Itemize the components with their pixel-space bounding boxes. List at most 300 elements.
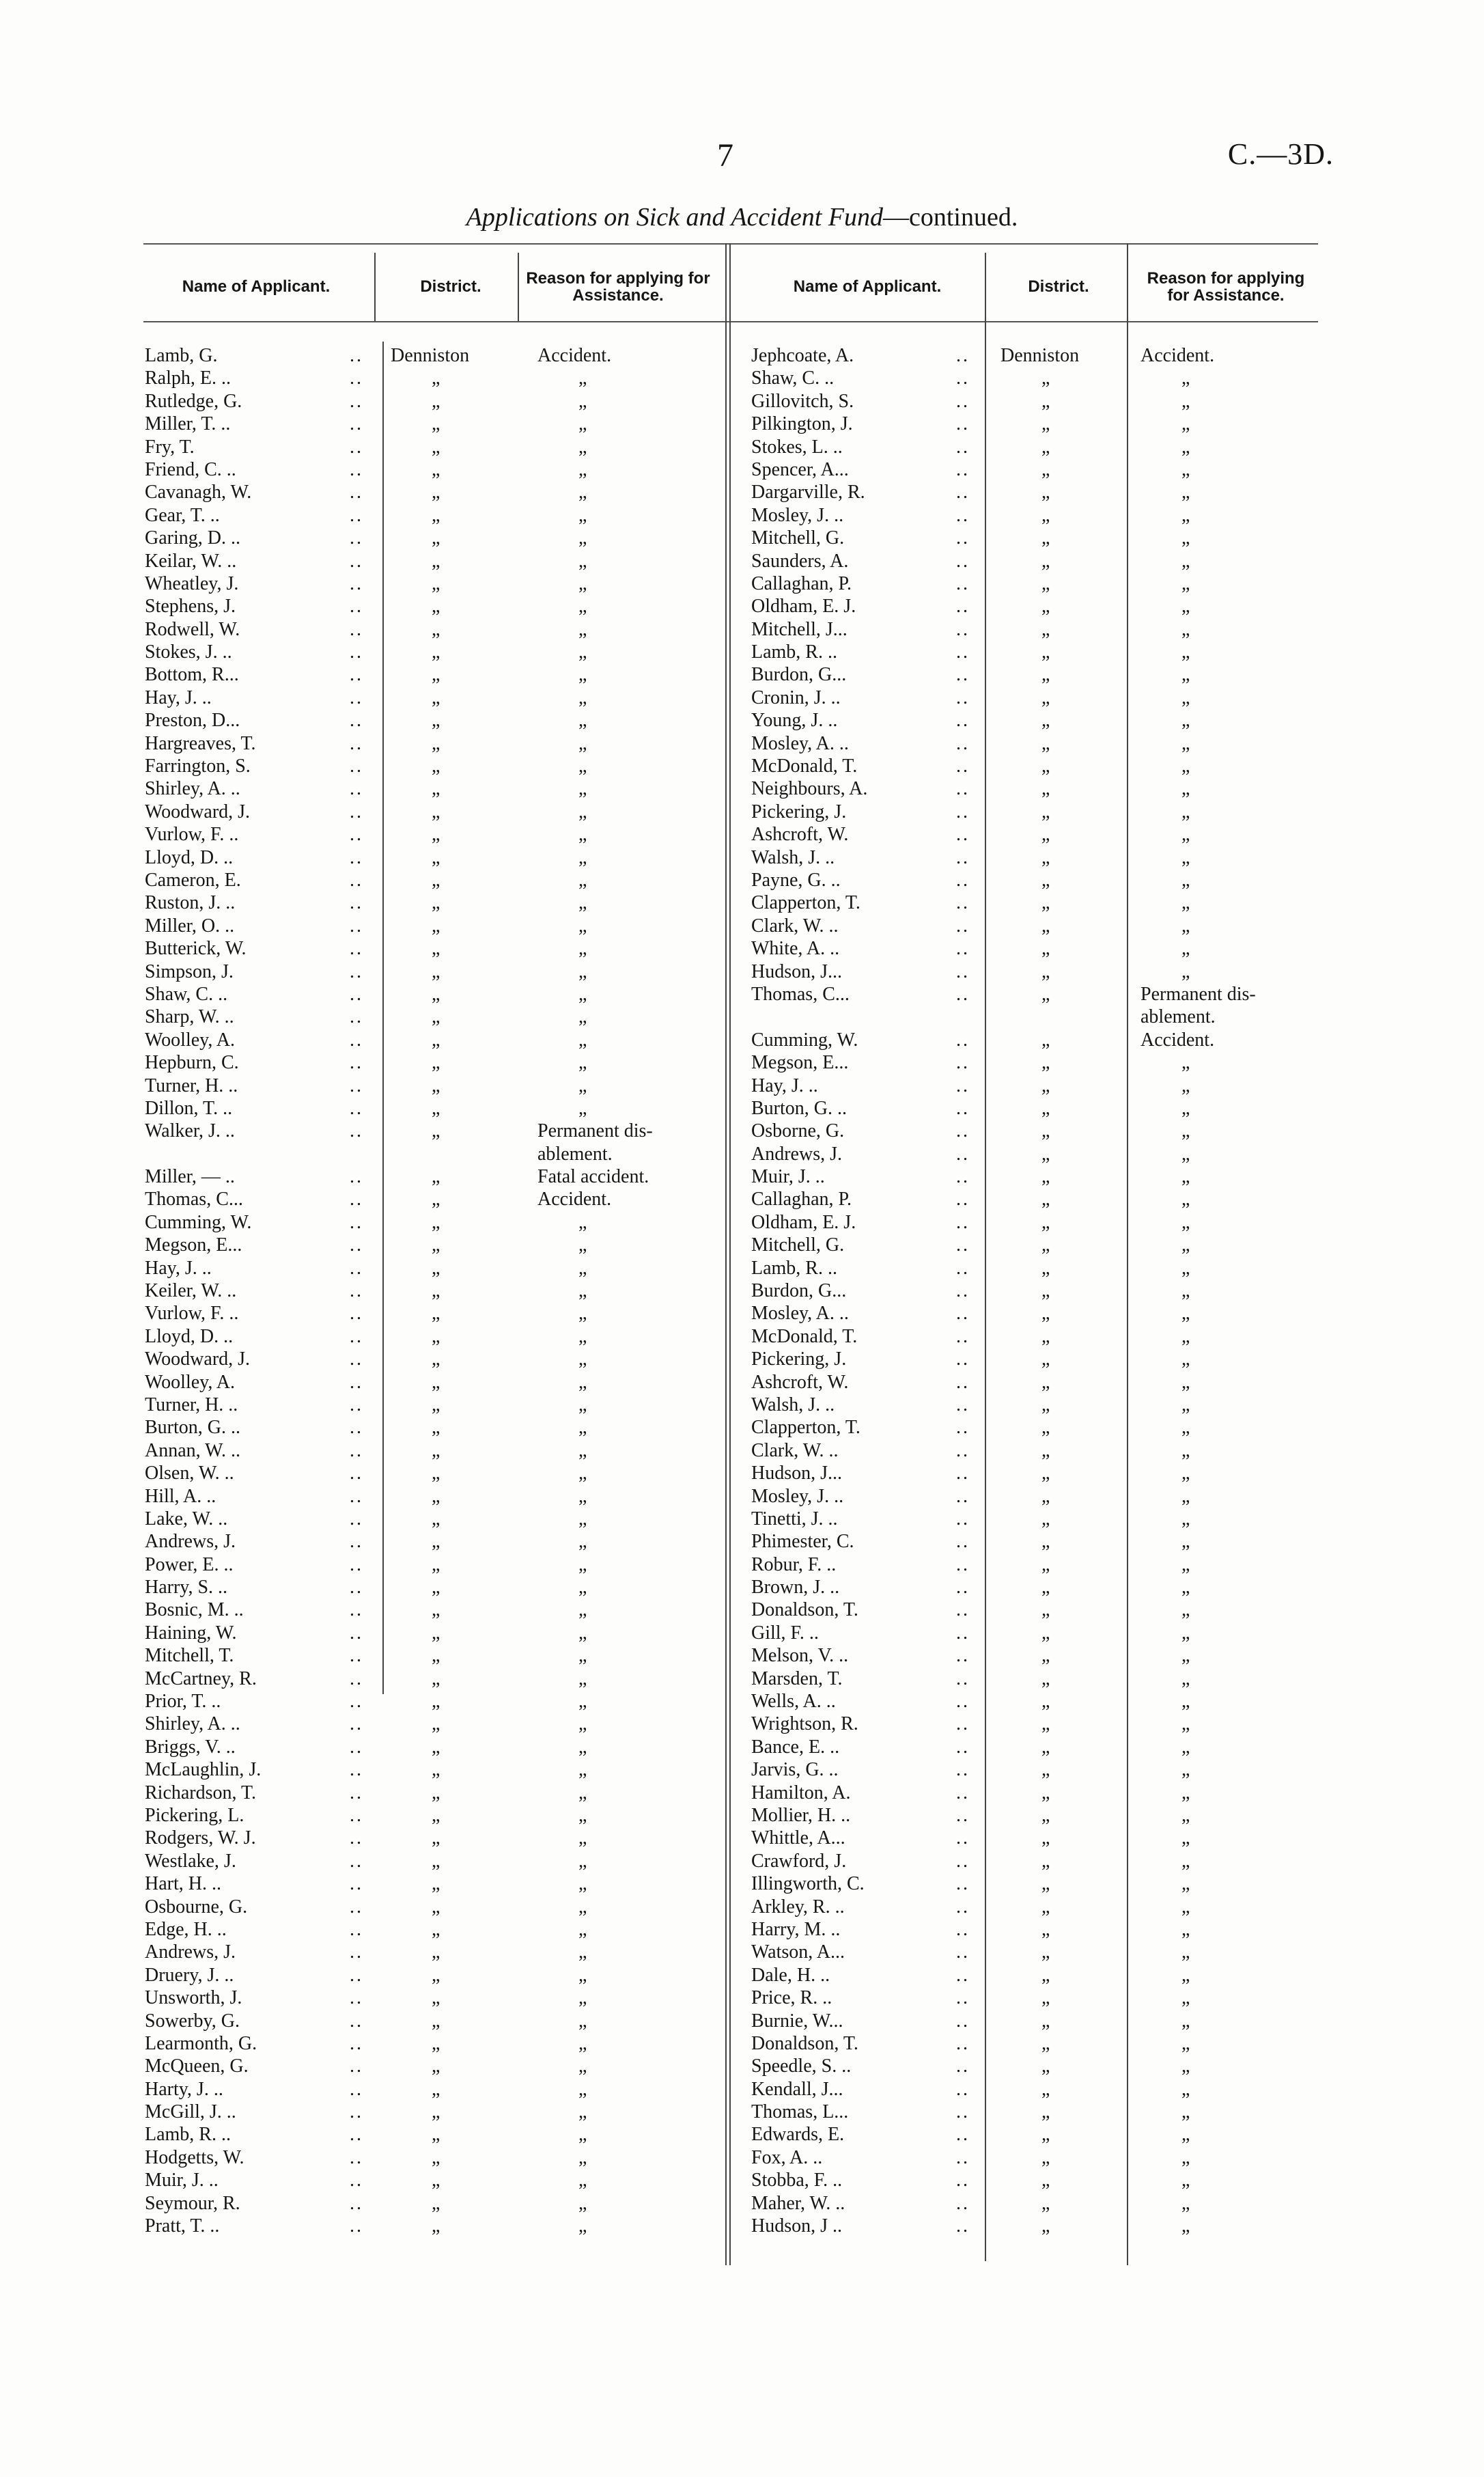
- leader-dots: ..: [956, 1348, 970, 1370]
- leader-dots: ..: [350, 413, 363, 435]
- district-cell: „: [432, 1257, 440, 1279]
- reason-cell: „: [1181, 504, 1190, 526]
- leader-dots: ..: [350, 368, 363, 389]
- district-cell: „: [432, 846, 440, 868]
- reason-cell: „: [578, 778, 587, 800]
- applicant-name: Brown, J. ..: [751, 1577, 840, 1599]
- district-cell: „: [432, 1553, 440, 1575]
- applicant-name: Mitchell, G.: [751, 1234, 845, 1256]
- reason-cell: „: [578, 1257, 587, 1279]
- district-cell: „: [1041, 2032, 1050, 2054]
- applicant-name: McGill, J. ..: [145, 2101, 236, 2123]
- district-cell: „: [1041, 915, 1050, 937]
- district-cell: „: [1041, 2010, 1050, 2032]
- district-cell: „: [1041, 482, 1050, 503]
- applicant-name: Cavanagh, W.: [145, 482, 252, 503]
- applicant-name: Miller, — ..: [145, 1166, 235, 1188]
- district-cell: „: [432, 2056, 440, 2077]
- leader-dots: ..: [956, 1713, 970, 1735]
- applicant-name: Shaw, C. ..: [145, 983, 228, 1005]
- reason-cell: „: [1181, 1257, 1190, 1279]
- column-divider: [374, 253, 376, 321]
- district-cell: „: [1041, 1439, 1050, 1461]
- reason-cell: „: [1181, 527, 1190, 549]
- reason-cell: „: [578, 2170, 587, 2191]
- reason-cell: „: [578, 1439, 587, 1461]
- applicant-name: Woodward, J.: [145, 801, 251, 822]
- reason-cell: „: [578, 687, 587, 708]
- reason-cell: „: [1181, 756, 1190, 777]
- leader-dots: ..: [350, 1736, 363, 1758]
- applicant-name: Muir, J. ..: [751, 1166, 825, 1188]
- applicant-name: Gillovitch, S.: [751, 390, 854, 412]
- reason-cell: „: [1181, 892, 1190, 914]
- leader-dots: ..: [956, 436, 970, 458]
- leader-dots: ..: [350, 710, 363, 732]
- district-cell: „: [1041, 1759, 1050, 1781]
- applicant-name: Clapperton, T.: [751, 892, 860, 914]
- applicant-name: Melson, V. ..: [751, 1645, 849, 1667]
- applicant-name: Walsh, J. ..: [751, 1394, 835, 1415]
- leader-dots: ..: [350, 938, 363, 960]
- district-cell: „: [432, 2078, 440, 2100]
- reason-cell: Fatal accident.: [537, 1166, 649, 1188]
- reason-cell: „: [1181, 1075, 1190, 1096]
- district-cell: „: [432, 1371, 440, 1393]
- district-cell: „: [432, 1827, 440, 1849]
- leader-dots: ..: [350, 1964, 363, 1986]
- reason-cell: „: [578, 1211, 587, 1233]
- reason-cell: „: [578, 436, 587, 458]
- leader-dots: ..: [350, 2146, 363, 2168]
- leader-dots: ..: [956, 1166, 970, 1188]
- district-cell: „: [1041, 1189, 1050, 1210]
- district-cell: „: [432, 1029, 440, 1051]
- reason-cell: „: [578, 618, 587, 640]
- reason-cell: „: [578, 1645, 587, 1667]
- applicant-name: Briggs, V. ..: [145, 1736, 236, 1758]
- district-cell: „: [432, 1166, 440, 1188]
- leader-dots: ..: [350, 550, 363, 572]
- district-cell: „: [432, 1508, 440, 1530]
- district-cell: „: [1041, 1873, 1050, 1895]
- district-cell: „: [1041, 1805, 1050, 1826]
- leader-dots: ..: [956, 641, 970, 663]
- district-cell: „: [1041, 1166, 1050, 1188]
- reason-cell: „: [1181, 1485, 1190, 1507]
- reason-cell: „: [1181, 710, 1190, 732]
- reason-cell: „: [1181, 1120, 1190, 1142]
- leader-dots: ..: [956, 1325, 970, 1347]
- district-cell: „: [1041, 1918, 1050, 1940]
- reason-cell: „: [1181, 572, 1190, 594]
- applicant-name: Osbourne, G.: [145, 1896, 248, 1918]
- applicant-name: Clark, W. ..: [751, 1439, 839, 1461]
- district-cell: „: [432, 2215, 440, 2237]
- leader-dots: ..: [956, 1941, 970, 1963]
- leader-dots: ..: [350, 824, 363, 846]
- applicant-name: Hudson, J...: [751, 960, 843, 982]
- reason-cell: „: [578, 1303, 587, 1325]
- district-cell: „: [432, 1280, 440, 1302]
- leader-dots: ..: [956, 1120, 970, 1142]
- district-cell: „: [1041, 1850, 1050, 1872]
- reason-cell: „: [578, 1896, 587, 1918]
- column-divider: [1127, 243, 1128, 2265]
- applicant-name: Shirley, A. ..: [145, 1713, 240, 1735]
- leader-dots: ..: [956, 1189, 970, 1210]
- district-cell: „: [1041, 1052, 1050, 1074]
- district-cell: „: [1041, 1097, 1050, 1119]
- applicant-name: Dale, H. ..: [751, 1964, 830, 1986]
- reason-cell: „: [1181, 801, 1190, 822]
- reason-cell: „: [578, 915, 587, 937]
- applicant-name: Woodward, J.: [145, 1348, 251, 1370]
- leader-dots: ..: [956, 960, 970, 982]
- district-cell: „: [1041, 1325, 1050, 1347]
- leader-dots: ..: [956, 1143, 970, 1165]
- reason-cell: Accident.: [1140, 1029, 1215, 1051]
- left-name-header: Name of Applicant.: [182, 277, 331, 296]
- leader-dots: ..: [350, 1166, 363, 1188]
- reason-cell: „: [1181, 1143, 1190, 1165]
- header-rule-top: [143, 243, 1318, 245]
- district-cell: „: [1041, 550, 1050, 572]
- applicant-name: Bance, E. ..: [751, 1736, 840, 1758]
- reason-cell: „: [578, 1348, 587, 1370]
- district-cell: „: [432, 1599, 440, 1621]
- leader-dots: ..: [350, 1782, 363, 1803]
- leader-dots: ..: [956, 687, 970, 708]
- applicant-name: Phimester, C.: [751, 1531, 854, 1553]
- applicant-name: Gear, T. ..: [145, 504, 220, 526]
- applicant-name: Spencer, A...: [751, 458, 849, 480]
- leader-dots: ..: [350, 1918, 363, 1940]
- column-divider: [382, 342, 384, 1694]
- applicant-name: Druery, J. ..: [145, 1964, 234, 1986]
- applicant-name: Mosley, J. ..: [751, 1485, 844, 1507]
- district-cell: „: [1041, 1577, 1050, 1599]
- leader-dots: ..: [956, 1987, 970, 2009]
- district-cell: „: [1041, 710, 1050, 732]
- leader-dots: ..: [956, 983, 970, 1005]
- applicant-name: Osborne, G.: [751, 1120, 845, 1142]
- reason-cell: „: [1181, 1941, 1190, 1963]
- leader-dots: ..: [350, 915, 363, 937]
- applicant-name: McDonald, T.: [751, 1325, 858, 1347]
- applicant-name: Illingworth, C.: [751, 1873, 865, 1895]
- applicant-name: Whittle, A...: [751, 1827, 845, 1849]
- leader-dots: ..: [956, 1303, 970, 1325]
- leader-dots: ..: [956, 1234, 970, 1256]
- applicant-name: Pickering, J.: [751, 801, 847, 822]
- reason-cell: „: [1181, 436, 1190, 458]
- applicant-name: Pilkington, J.: [751, 413, 853, 435]
- reason-cell: „: [1181, 915, 1190, 937]
- applicant-name: Seymour, R.: [145, 2192, 240, 2214]
- leader-dots: ..: [350, 390, 363, 412]
- leader-dots: ..: [350, 1645, 363, 1667]
- district-cell: „: [1041, 1463, 1050, 1484]
- reason-cell: „: [1181, 1987, 1190, 2009]
- district-cell: „: [432, 1052, 440, 1074]
- district-cell: „: [432, 960, 440, 982]
- district-cell: „: [432, 618, 440, 640]
- reason-cell: „: [1181, 1303, 1190, 1325]
- reason-cell: ablement.: [537, 1143, 613, 1165]
- applicant-name: Hudson, J...: [751, 1463, 843, 1484]
- district-cell: „: [1041, 1120, 1050, 1142]
- leader-dots: ..: [956, 2101, 970, 2123]
- applicant-name: Young, J. ..: [751, 710, 838, 732]
- district-cell: „: [1041, 1075, 1050, 1096]
- leader-dots: ..: [350, 1325, 363, 1347]
- district-cell: „: [432, 2170, 440, 2191]
- center-divider: [729, 243, 731, 2265]
- leader-dots: ..: [956, 2124, 970, 2146]
- reason-cell: „: [578, 458, 587, 480]
- leader-dots: ..: [350, 1508, 363, 1530]
- district-cell: „: [432, 687, 440, 708]
- district-cell: „: [1041, 1964, 1050, 1986]
- district-cell: „: [432, 2192, 440, 2214]
- district-cell: „: [432, 869, 440, 891]
- applicant-name: Burdon, G...: [751, 664, 847, 686]
- reason-cell: „: [1181, 1052, 1190, 1074]
- leader-dots: ..: [956, 732, 970, 754]
- reason-cell: „: [578, 1759, 587, 1781]
- applicant-name: Andrews, J.: [751, 1143, 842, 1165]
- leader-dots: ..: [350, 2215, 363, 2237]
- reason-cell: „: [578, 2146, 587, 2168]
- district-cell: „: [1041, 2101, 1050, 2123]
- district-cell: „: [432, 368, 440, 389]
- reason-cell: „: [1181, 596, 1190, 618]
- leader-dots: ..: [956, 2170, 970, 2191]
- reason-cell: „: [578, 1873, 587, 1895]
- district-cell: „: [432, 1075, 440, 1096]
- leader-dots: ..: [956, 1827, 970, 1849]
- title-main: Applications on Sick and Accident Fund: [466, 203, 883, 232]
- leader-dots: ..: [350, 846, 363, 868]
- reason-cell: „: [1181, 1280, 1190, 1302]
- district-cell: „: [1041, 1417, 1050, 1439]
- applicant-name: Mitchell, J...: [751, 618, 848, 640]
- applicant-name: Hay, J. ..: [145, 1257, 212, 1279]
- applicant-name: Cameron, E.: [145, 869, 241, 891]
- center-divider: [725, 243, 727, 2265]
- district-cell: „: [432, 413, 440, 435]
- district-cell: „: [432, 2101, 440, 2123]
- leader-dots: ..: [956, 1850, 970, 1872]
- applicant-name: Garing, D. ..: [145, 527, 240, 549]
- district-cell: „: [432, 1645, 440, 1667]
- district-cell: „: [1041, 2215, 1050, 2237]
- reason-cell: „: [1181, 732, 1190, 754]
- applicant-name: Jephcoate, A.: [751, 345, 854, 366]
- applicant-name: Harty, J. ..: [145, 2078, 223, 2100]
- applicant-name: Robur, F. ..: [751, 1553, 837, 1575]
- leader-dots: ..: [956, 1439, 970, 1461]
- leader-dots: ..: [956, 1052, 970, 1074]
- leader-dots: ..: [350, 1006, 363, 1028]
- applicant-name: Lloyd, D. ..: [145, 846, 234, 868]
- applicant-name: Lamb, G.: [145, 345, 218, 366]
- reason-cell: „: [1181, 1097, 1190, 1119]
- applicant-name: Clark, W. ..: [751, 915, 839, 937]
- leader-dots: ..: [956, 1211, 970, 1233]
- leader-dots: ..: [350, 1029, 363, 1051]
- column-divider: [518, 253, 519, 321]
- applicant-name: Burdon, G...: [751, 1280, 847, 1302]
- applicant-name: Thomas, C...: [751, 983, 850, 1005]
- leader-dots: ..: [956, 1577, 970, 1599]
- district-cell: „: [432, 1417, 440, 1439]
- applicant-name: Power, E. ..: [145, 1553, 234, 1575]
- applicant-name: Pickering, L.: [145, 1805, 244, 1826]
- district-cell: „: [1041, 892, 1050, 914]
- leader-dots: ..: [350, 1896, 363, 1918]
- reason-cell: „: [578, 1325, 587, 1347]
- reason-cell: „: [1181, 2170, 1190, 2191]
- district-cell: „: [432, 756, 440, 777]
- leader-dots: ..: [350, 2010, 363, 2032]
- applicant-name: Shirley, A. ..: [145, 778, 240, 800]
- leader-dots: ..: [956, 550, 970, 572]
- district-cell: „: [432, 1713, 440, 1735]
- right-reason-header: Reason for applying for Assistance.: [1147, 268, 1305, 305]
- applicant-name: Ashcroft, W.: [751, 1371, 849, 1393]
- applicant-name: Thomas, C...: [145, 1189, 243, 1210]
- applicant-name: Wells, A. ..: [751, 1691, 836, 1713]
- leader-dots: ..: [956, 2146, 970, 2168]
- district-cell: „: [1041, 1941, 1050, 1963]
- applicant-name: Rodwell, W.: [145, 618, 240, 640]
- applicant-name: Dillon, T. ..: [145, 1097, 233, 1119]
- applicant-name: Turner, H. ..: [145, 1075, 238, 1096]
- reason-cell: „: [1181, 1805, 1190, 1826]
- reason-cell: „: [578, 550, 587, 572]
- reason-cell: „: [578, 1371, 587, 1393]
- reason-cell: „: [578, 1736, 587, 1758]
- district-cell: „: [1041, 1827, 1050, 1849]
- leader-dots: ..: [350, 2170, 363, 2191]
- reason-cell: „: [578, 1782, 587, 1803]
- leader-dots: ..: [956, 1463, 970, 1484]
- reason-cell: „: [578, 664, 587, 686]
- district-cell: „: [432, 1759, 440, 1781]
- district-cell: „: [432, 915, 440, 937]
- district-cell: „: [432, 1873, 440, 1895]
- district-cell: „: [432, 1234, 440, 1256]
- applicant-name: Rutledge, G.: [145, 390, 242, 412]
- reason-cell: „: [1181, 368, 1190, 389]
- reason-cell: „: [1181, 938, 1190, 960]
- leader-dots: ..: [956, 1257, 970, 1279]
- leader-dots: ..: [956, 572, 970, 594]
- applicant-name: Miller, T. ..: [145, 413, 231, 435]
- applicant-name: Vurlow, F. ..: [145, 824, 239, 846]
- leader-dots: ..: [350, 1371, 363, 1393]
- applicant-name: Burton, G. ..: [751, 1097, 847, 1119]
- reason-cell: „: [578, 1052, 587, 1074]
- leader-dots: ..: [350, 1280, 363, 1302]
- reason-cell: „: [1181, 2056, 1190, 2077]
- leader-dots: ..: [956, 1394, 970, 1415]
- leader-dots: ..: [350, 1553, 363, 1575]
- leader-dots: ..: [956, 504, 970, 526]
- column-divider: [985, 253, 986, 2261]
- leader-dots: ..: [350, 732, 363, 754]
- applicant-name: McCartney, R.: [145, 1668, 257, 1689]
- reason-cell: „: [1181, 1827, 1190, 1849]
- reason-cell: „: [578, 1006, 587, 1028]
- district-cell: „: [432, 1303, 440, 1325]
- district-cell: „: [432, 824, 440, 846]
- leader-dots: ..: [350, 1417, 363, 1439]
- reason-cell: „: [578, 2078, 587, 2100]
- leader-dots: ..: [956, 1918, 970, 1940]
- leader-dots: ..: [956, 1622, 970, 1644]
- applicant-name: Megson, E...: [145, 1234, 242, 1256]
- district-cell: „: [432, 2124, 440, 2146]
- reason-cell: „: [578, 756, 587, 777]
- district-cell: „: [1041, 938, 1050, 960]
- reason-cell: „: [1181, 664, 1190, 686]
- district-cell: „: [432, 2032, 440, 2054]
- leader-dots: ..: [350, 572, 363, 594]
- applicant-name: Neighbours, A.: [751, 778, 868, 800]
- district-cell: „: [1041, 596, 1050, 618]
- leader-dots: ..: [956, 664, 970, 686]
- reason-cell: „: [578, 1599, 587, 1621]
- reason-cell: „: [1181, 1508, 1190, 1530]
- applicant-name: Prior, T. ..: [145, 1691, 221, 1713]
- applicant-name: Mosley, A. ..: [751, 732, 849, 754]
- district-cell: „: [432, 390, 440, 412]
- applicant-name: Wheatley, J.: [145, 572, 239, 594]
- applicant-name: Westlake, J.: [145, 1850, 236, 1872]
- district-cell: „: [1041, 687, 1050, 708]
- leader-dots: ..: [350, 618, 363, 640]
- district-cell: „: [1041, 2078, 1050, 2100]
- district-cell: „: [1041, 436, 1050, 458]
- reason-cell: „: [578, 1622, 587, 1644]
- reason-cell: „: [578, 938, 587, 960]
- district-cell: „: [1041, 413, 1050, 435]
- applicant-name: Hepburn, C.: [145, 1052, 239, 1074]
- reason-cell: „: [1181, 846, 1190, 868]
- reason-cell: „: [578, 846, 587, 868]
- reason-cell: „: [1181, 1850, 1190, 1872]
- leader-dots: ..: [350, 1120, 363, 1142]
- applicant-name: Gill, F. ..: [751, 1622, 819, 1644]
- reason-cell: „: [578, 1918, 587, 1940]
- leader-dots: ..: [350, 482, 363, 503]
- leader-dots: ..: [956, 2032, 970, 2054]
- leader-dots: ..: [350, 2078, 363, 2100]
- applicant-name: McQueen, G.: [145, 2056, 249, 2077]
- district-cell: „: [432, 1348, 440, 1370]
- reason-cell: „: [578, 824, 587, 846]
- applicant-name: Mitchell, T.: [145, 1645, 234, 1667]
- district-cell: „: [1041, 983, 1050, 1005]
- district-cell: „: [1041, 1668, 1050, 1689]
- district-cell: „: [432, 436, 440, 458]
- reason-cell: „: [578, 1097, 587, 1119]
- applicant-name: Lamb, R. ..: [751, 1257, 837, 1279]
- district-cell: „: [432, 1577, 440, 1599]
